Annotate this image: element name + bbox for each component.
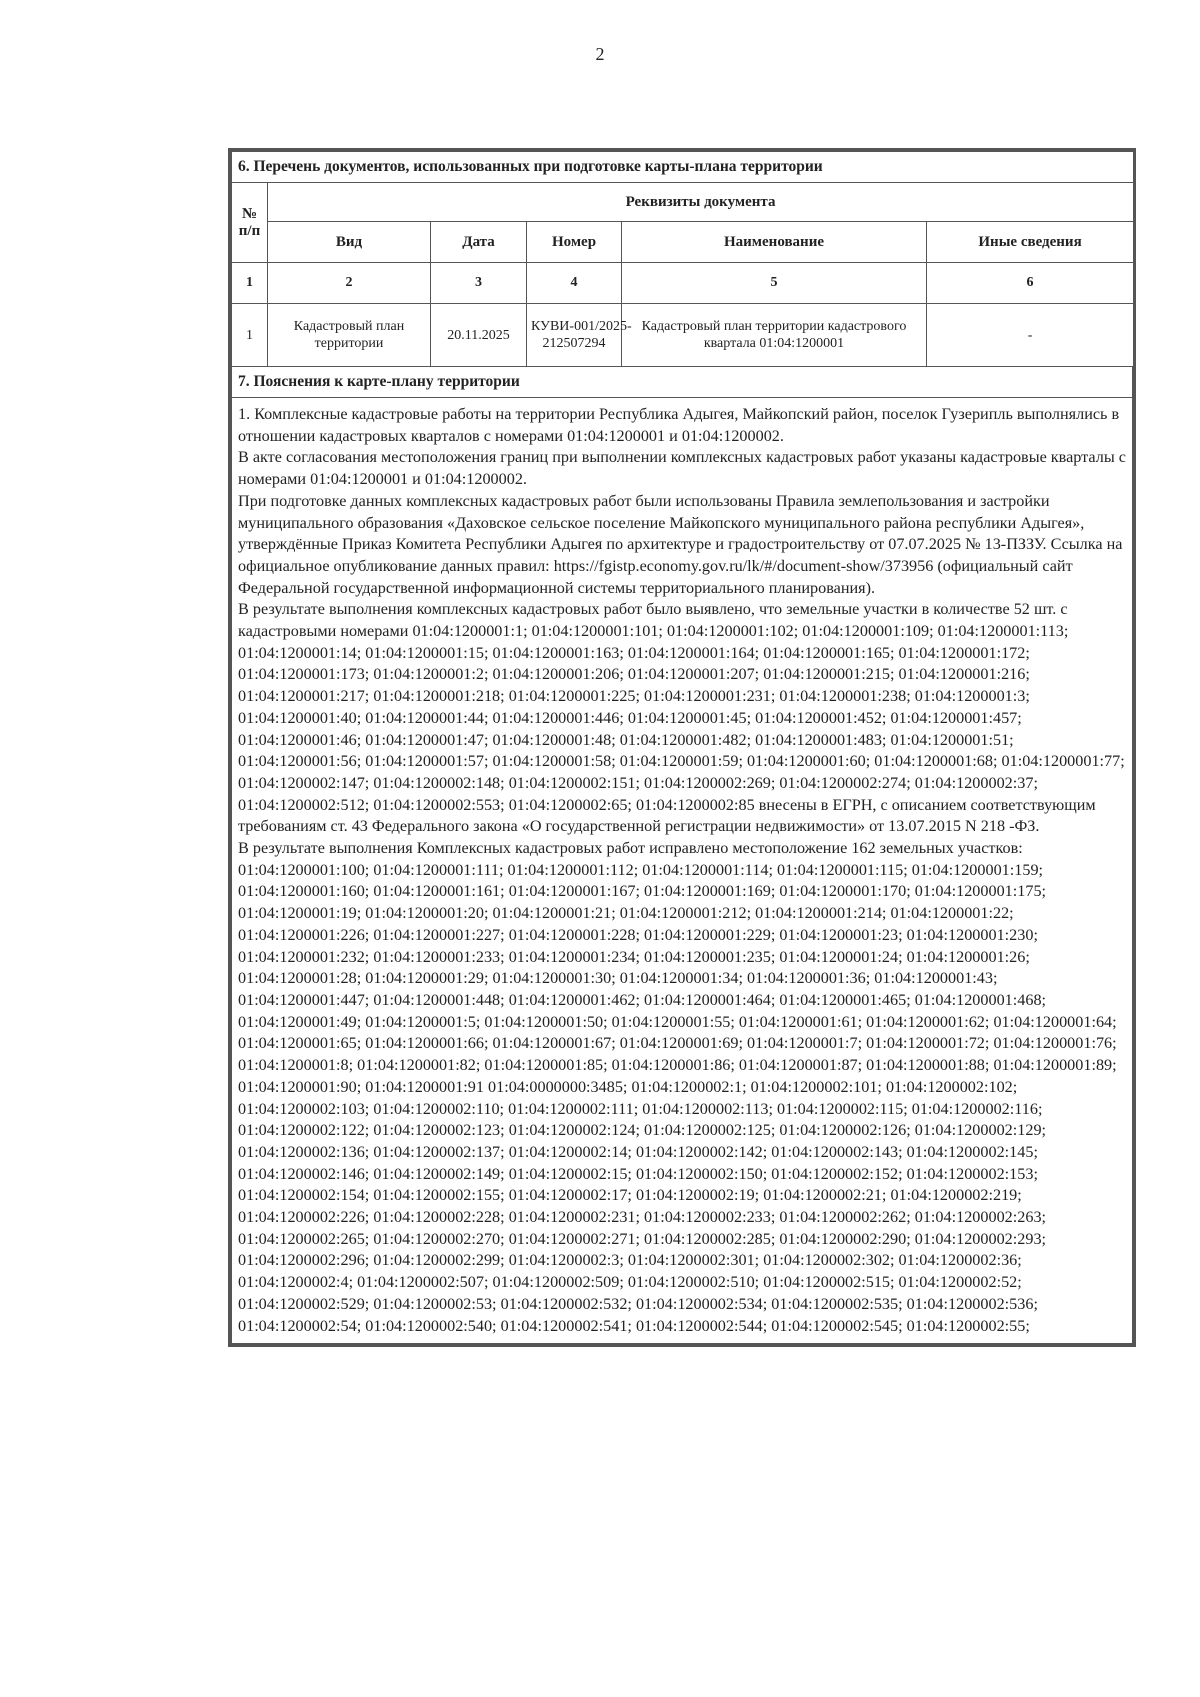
header-num: № п/п	[232, 183, 268, 263]
paragraph: В результате выполнения Комплексных кадастровых работ исправлено местоположение 162 земельных участков: 01:04:1200001:100; 01:04:1200001:111; 01:04:1200001:112; 01:04:1200001:114; 01:04:1200001:115; 01:04:1200001:159; 01:04:1200001:160; 01:04:1200001:161; 01:04:1200001:167; 01:04:1200001:169; 01:04:1200001:170; 01:04:1200001:175; 01:04:1200001:19; 01:04:1200001:20; 01:04:1200001:21; 01:04:1200001:212; 01:04:1200001:214; 01:04:1200001:22; 01:04:1200001:226; 01:04:1200001:227; 01:04:1200001:228; 01:04:1200001:229; 01:04:1200001:23; 01:04:1200001:230; 01:04:1200001:232; 01:04:1200001:233; 01:04:1200001:234; 01:04:1200001:235; 01:04:1200001:24; 01:04:1200001:26; 01:04:1200001:28; 01:04:1200001:29; 01:04:1200001:30; 01:04:1200001:34; 01:04:1200001:36; 01:04:1200001:43; 01:04:1200001:447; 01:04:1200001:448; 01:04:1200001:462; 01:04:1200001:464; 01:04:1200001:465; 01:04:1200001:468; 01:04:1200001:49; 01:04:1200001:5; 01:04:1200001:50; 01:04:1200001:55; 01:04:1200001:61; 01:04:1200001:62; 01:04:1200001:64; 01:04:1200001:65; 01:04:1200001:66; 01:04:1200001:67; 01:04:1200001:69; 01:04:1200001:7; 01:04:1200001:72; 01:04:1200001:76; 01:04:1200001:8; 01:04:1200001:82; 01:04:1200001:85; 01:04:1200001:86; 01:04:1200001:87; 01:04:1200001:88; 01:04:1200001:89; 01:04:1200001:90; 01:04:1200001:91 01:04:0000000:3485; 01:04:1200002:1; 01:04:1200002:101; 01:04:1200002:102; 01:04:1200002:103; 01:04:1200002:110; 01:04:1200002:111; 01:04:1200002:113; 01:04:1200002:115; 01:04:1200002:116; 01:04:1200002:122; 01:04:1200002:123; 01:04:1200002:124; 01:04:1200002:125; 01:04:1200002:126; 01:04:1200002:129; 01:04:1200002:136; 01:04:1200002:137; 01:04:1200002:14; 01:04:1200002:142; 01:04:1200002:143; 01:04:1200002:145; 01:04:1200002:146; 01:04:1200002:149; 01:04:1200002:15; 01:04:1200002:150; 01:04:1200002:152; 01:04:1200002:153; 01:04:1200002:154; 01:04:1200002:155; 01:04:1200002:17; 01:04:1200002:19; 01:04:1200002:21; 01:04:1200002:219; 01:04:1200002:226; 01:04:1200002:228; 01:04:1200002:231; 01:04:1200002:233; 01:04:1200002:262; 01:04:1200002:263; 01:04:1200002:265; 01:04:1200002:270; 01:04:1200002:271; 01:04:1200002:285; 01:04:1200002:290; 01:04:1200002:293; 01:04:1200002:296; 01:04:1200002:299; 01:04:1200002:3; 01:04:1200002:301; 01:04:1200002:302; 01:04:1200002:36; 01:04:1200002:4; 01:04:1200002:507; 01:04:1200002:509; 01:04:1200002:510; 01:04:1200002:515; 01:04:1200002:52; 01:04:1200002:529; 01:04:1200002:53; 01:04:1200002:532; 01:04:1200002:534; 01:04:1200002:535; 01:04:1200002:536; 01:04:1200002:54; 01:04:1200002:540; 01:04:1200002:541; 01:04:1200002:544; 01:04:1200002:545; 01:04:1200002:55;	[238, 839, 1117, 1335]
cell-kind: Кадастровый план территории	[268, 304, 431, 367]
cell-name: Кадастровый план территории кадастрового квартала 01:04:1200001	[622, 304, 927, 367]
column-header-number: Номер	[527, 222, 622, 263]
column-header-date: Дата	[431, 222, 527, 263]
cell-other: -	[927, 304, 1134, 367]
column-header-kind: Вид	[268, 222, 431, 263]
paragraph: 1. Комплексные кадастровые работы на территории Республика Адыгея, Майкопский район, поселок Гузерипль выполнялись в отношении кадастровых кварталов с номерами 01:04:1200001 и 01:04:1200002.	[238, 405, 1120, 445]
column-number: 5	[622, 263, 927, 304]
document-frame	[228, 148, 1136, 1347]
column-number: 6	[927, 263, 1134, 304]
header-group: Реквизиты документа	[268, 183, 1134, 222]
paragraph: В акте согласования местоположения границ при выполнении комплексных кадастровых работ указаны кадастровые кварталы с номерами 01:04:1200001 и 01:04:1200002.	[238, 448, 1126, 489]
column-number: 3	[431, 263, 527, 304]
cell-num: 1	[232, 304, 268, 367]
paragraph: В результате выполнения комплексных кадастровых работ было выявлено, что земельные участки в количестве 52 шт. с кадастровыми номерами 01:04:1200001:1; 01:04:1200001:101; 01:04:1200001:102; 01:04:1200001:109; 01:04:1200001:113; 01:04:1200001:14; 01:04:1200001:15; 01:04:1200001:163; 01:04:1200001:164; 01:04:1200001:165; 01:04:1200001:172; 01:04:1200001:173; 01:04:1200001:2; 01:04:1200001:206; 01:04:1200001:207; 01:04:1200001:215; 01:04:1200001:216; 01:04:1200001:217; 01:04:1200001:218; 01:04:1200001:225; 01:04:1200001:231; 01:04:1200001:238; 01:04:1200001:3; 01:04:1200001:40; 01:04:1200001:44; 01:04:1200001:446; 01:04:1200001:45; 01:04:1200001:452; 01:04:1200001:457; 01:04:1200001:46; 01:04:1200001:47; 01:04:1200001:48; 01:04:1200001:482; 01:04:1200001:483; 01:04:1200001:51; 01:04:1200001:56; 01:04:1200001:57; 01:04:1200001:58; 01:04:1200001:59; 01:04:1200001:60; 01:04:1200001:68; 01:04:1200001:77; 01:04:1200002:147; 01:04:1200002:148; 01:04:1200002:151; 01:04:1200002:269; 01:04:1200002:274; 01:04:1200002:37; 01:04:1200002:512; 01:04:1200002:553; 01:04:1200002:65; 01:04:1200002:85 внесены в ЕГРН, с описанием соответствующим требованиям ст. 43 Федерального закона «О государственной регистрации недвижимости» от 13.07.2015 N 218 -ФЗ.	[238, 600, 1125, 836]
documents-table	[231, 151, 1134, 367]
cell-date: 20.11.2025	[431, 304, 527, 367]
paragraph: При подготовке данных комплексных кадастровых работ были использованы Правила землепользования и застройки муниципального образования «Даховское сельское поселение Майкопского муниципального района республики Адыгея», утверждённые Приказ Комитета Республики Адыгея по архитектуре и градостроительству от 07.07.2025 № 13-ПЗЗУ. Ссылка на официальное опубликование данных правил: https://fgistp.economy.gov.ru/lk/#/document-show/373956 (официальный сайт Федеральной государственной информационной системы территориального планирования).	[238, 491, 1123, 597]
section7-title: 7. Пояснения к карте-плану территории	[231, 367, 1133, 398]
section6-title: 6. Перечень документов, использованных при подготовке карты-плана территории	[232, 152, 1134, 183]
page-number: 2	[595, 44, 605, 64]
column-header-other: Иные сведения	[927, 222, 1134, 263]
column-number: 2	[268, 263, 431, 304]
column-number: 1	[232, 263, 268, 304]
section7-body	[231, 398, 1133, 1344]
cell-number: КУВИ-001/2025-212507294	[527, 304, 622, 367]
table-row	[232, 304, 1134, 367]
column-number: 4	[527, 263, 622, 304]
column-header-name: Наименование	[622, 222, 927, 263]
